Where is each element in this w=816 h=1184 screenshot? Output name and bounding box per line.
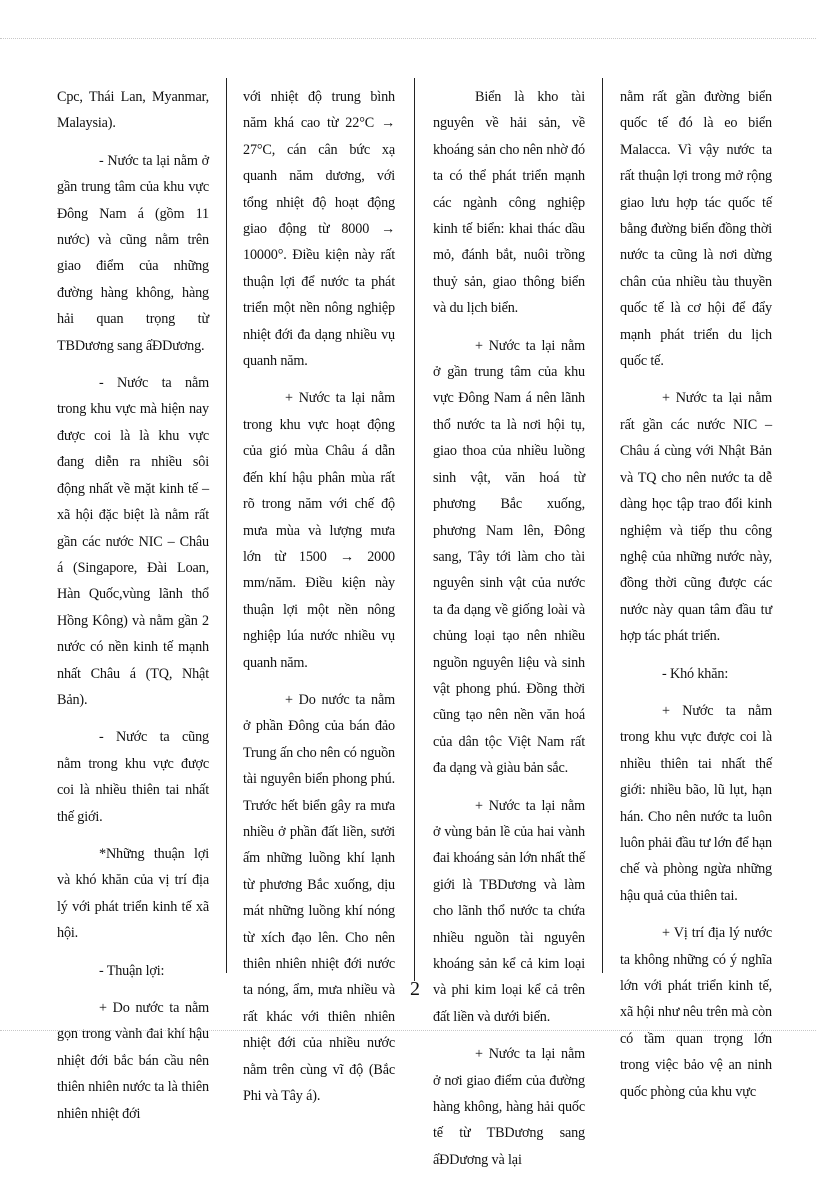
- column-divider: [414, 78, 415, 981]
- paragraph: + Do nước ta nằm gọn trong vành đai khí hậu nhiệt đới bắc bán cầu nên thiên nhiên nước ta là thiên nhiên nhiệt đới: [57, 1000, 209, 1122]
- page-number: 2: [410, 978, 420, 1000]
- paragraph: + Vị trí địa lý nước ta không những có ý nghĩa lớn với phát triển kinh tế, xã hội như nêu trên mà còn có tầm quan trọng lớn trong việc bảo vệ an ninh quốc phòng của khu vực: [620, 925, 772, 1100]
- text-column-3: [433, 84, 585, 1184]
- paragraph: - Nước ta nằm trong khu vực mà hiện nay được coi là là khu vực đang diễn ra nhiều sôi động nhất về mặt kinh tế – xã hội đặc biệt là nằm rất gần các nước NIC – Châu á (Singapore, Đài Loan, Hàn Quốc,vùng lãnh thổ Hồng Kông) và nằm gần 2 nước có nền kinh tế mạnh nhất Châu á (TQ, Nhật Bản).: [57, 375, 209, 708]
- paragraph: + Do nước ta nằm ở phần Đông của bán đảo Trung ấn cho nên có nguồn tài nguyên biển phong phú. Trước hết biển gây ra mưa nhiều ở phần đất liền, sưởi ấm những luồng khí lạnh từ phương Bắc xuống, dịu mát những luồng khí nóng từ xích đạo lên. Cho nên thiên nhiên nhiệt đới nước ta nóng, ẩm, mưa nhiều và rất khác với thiên nhiên nhiệt đới của nhiều nước nằm trên cùng vĩ độ (Bắc Phi và Tây á).: [243, 691, 395, 1105]
- paragraph: + Nước ta lại nằm trong khu vực hoạt động của gió mùa Châu á dẫn đến khí hậu phân mùa rất rõ trong năm với chế độ mưa mùa và lượng mưa lớn từ 1500 → 2000 mm/năm. Điều kiện này thuận lợi một nền nông nghiệp lúa nước nhiều vụ quanh năm.: [243, 390, 395, 671]
- paragraph: + Nước ta lại nằm ở vùng bản lề của hai vành đai khoáng sản lớn nhất thế giới là TBDương và làm cho lãnh thổ nước ta chứa nhiều nguồn tài nguyên khoáng sản kể cả kim loại và phi kim loại kể cả trên đất liền và dưới biển.: [433, 797, 585, 1025]
- paragraph: Cpc, Thái Lan, Myanmar, Malaysia).: [57, 89, 209, 132]
- paragraph: - Khó khăn:: [662, 665, 729, 682]
- top-dotted-border: [0, 38, 816, 39]
- text-column-4: [620, 84, 772, 1116]
- text-column-1: [57, 84, 209, 1138]
- column-divider: [226, 78, 227, 973]
- paragraph: + Nước ta lại nằm ở nơi giao điểm của đường hàng không, hàng hải quốc tế từ TBDương sang ấĐDương và lại: [433, 1046, 585, 1168]
- paragraph: - Thuận lợi:: [99, 962, 165, 979]
- paragraph: - Nước ta cũng nằm trong khu vực được coi là nhiều thiên tai nhất thế giới.: [57, 729, 209, 825]
- paragraph: với nhiệt độ trung bình năm khá cao từ 22°C → 27°C, cán cân bức xạ quanh năm dương, với tổng nhiệt độ hoạt động giao động từ 8000 → 10000°. Điều kiện này rất thuận lợi để nước ta phát triển một nền nông nghiệp nhiệt đới đa dạng nhiều vụ quanh năm.: [243, 89, 395, 370]
- paragraph: + Nước ta nằm trong khu vực được coi là nhiều thiên tai nhất thế giới: nhiều bão, lũ lụt, hạn hán. Cho nên nước ta luôn luôn phải đầu tư lớn để hạn chế và phòng ngừa những hậu quả của thiên tai.: [620, 702, 772, 904]
- paragraph: *Những thuận lợi và khó khăn của vị trí địa lý với phát triển kinh tế xã hội.: [57, 845, 209, 942]
- text-column-2: [243, 84, 395, 1120]
- paragraph: Biển là kho tài nguyên về hải sản, về khoáng sản cho nên nhờ đó ta có thể phát triển mạnh các ngành công nghiệp kinh tế biển: khai thác dầu mỏ, đánh bắt, nuôi trồng thuỷ sản, giao thông biển và du lịch biển.: [433, 89, 585, 317]
- paragraph: + Nước ta lại nằm ở gần trung tâm của khu vực Đông Nam á nên lãnh thổ nước ta là nơi hội tụ, giao thoa của nhiều luồng sinh vật, văn hoá từ phương Bắc xuống, phương Nam lên, Đông sang, Tây tới làm cho tài nguyên sinh vật của nước ta đa dạng về giống loài và chủng loại tạo nên nhiều nguồn nguyên liệu và sinh vật phong phú. Đồng thời cũng tạo nên nền văn hoá của dân tộc Việt Nam rất đa dạng và giàu bản sắc.: [433, 337, 585, 777]
- bottom-dotted-border: [0, 1030, 816, 1031]
- paragraph: - Nước ta lại nằm ở gần trung tâm của khu vực Đông Nam á (gồm 11 nước) và cũng nằm trên giao điểm của những đường hàng không, hàng hải quan trọng từ TBDương sang ấĐDương.: [57, 152, 209, 354]
- paragraph: nằm rất gần đường biển quốc tế đó là eo biển Malacca. Vì vậy nước ta rất thuận lợi trong mở rộng giao lưu hợp tác quốc tế bằng đường biển đồng thời nước ta cũng là nơi dừng chân của nhiều tàu thuyền quốc tế là cơ hội để đẩy mạnh phát triển du lịch quốc tế.: [620, 89, 772, 370]
- paragraph: + Nước ta lại nằm rất gần các nước NIC – Châu á cùng với Nhật Bản và TQ cho nên nước ta dễ dàng học tập trao đổi kinh nghiệm và tiếp thu công nghệ của những nước này, đồng thời cũng được các nước này quan tâm đầu tư hợp tác phát triển.: [620, 390, 772, 645]
- column-divider: [602, 78, 603, 973]
